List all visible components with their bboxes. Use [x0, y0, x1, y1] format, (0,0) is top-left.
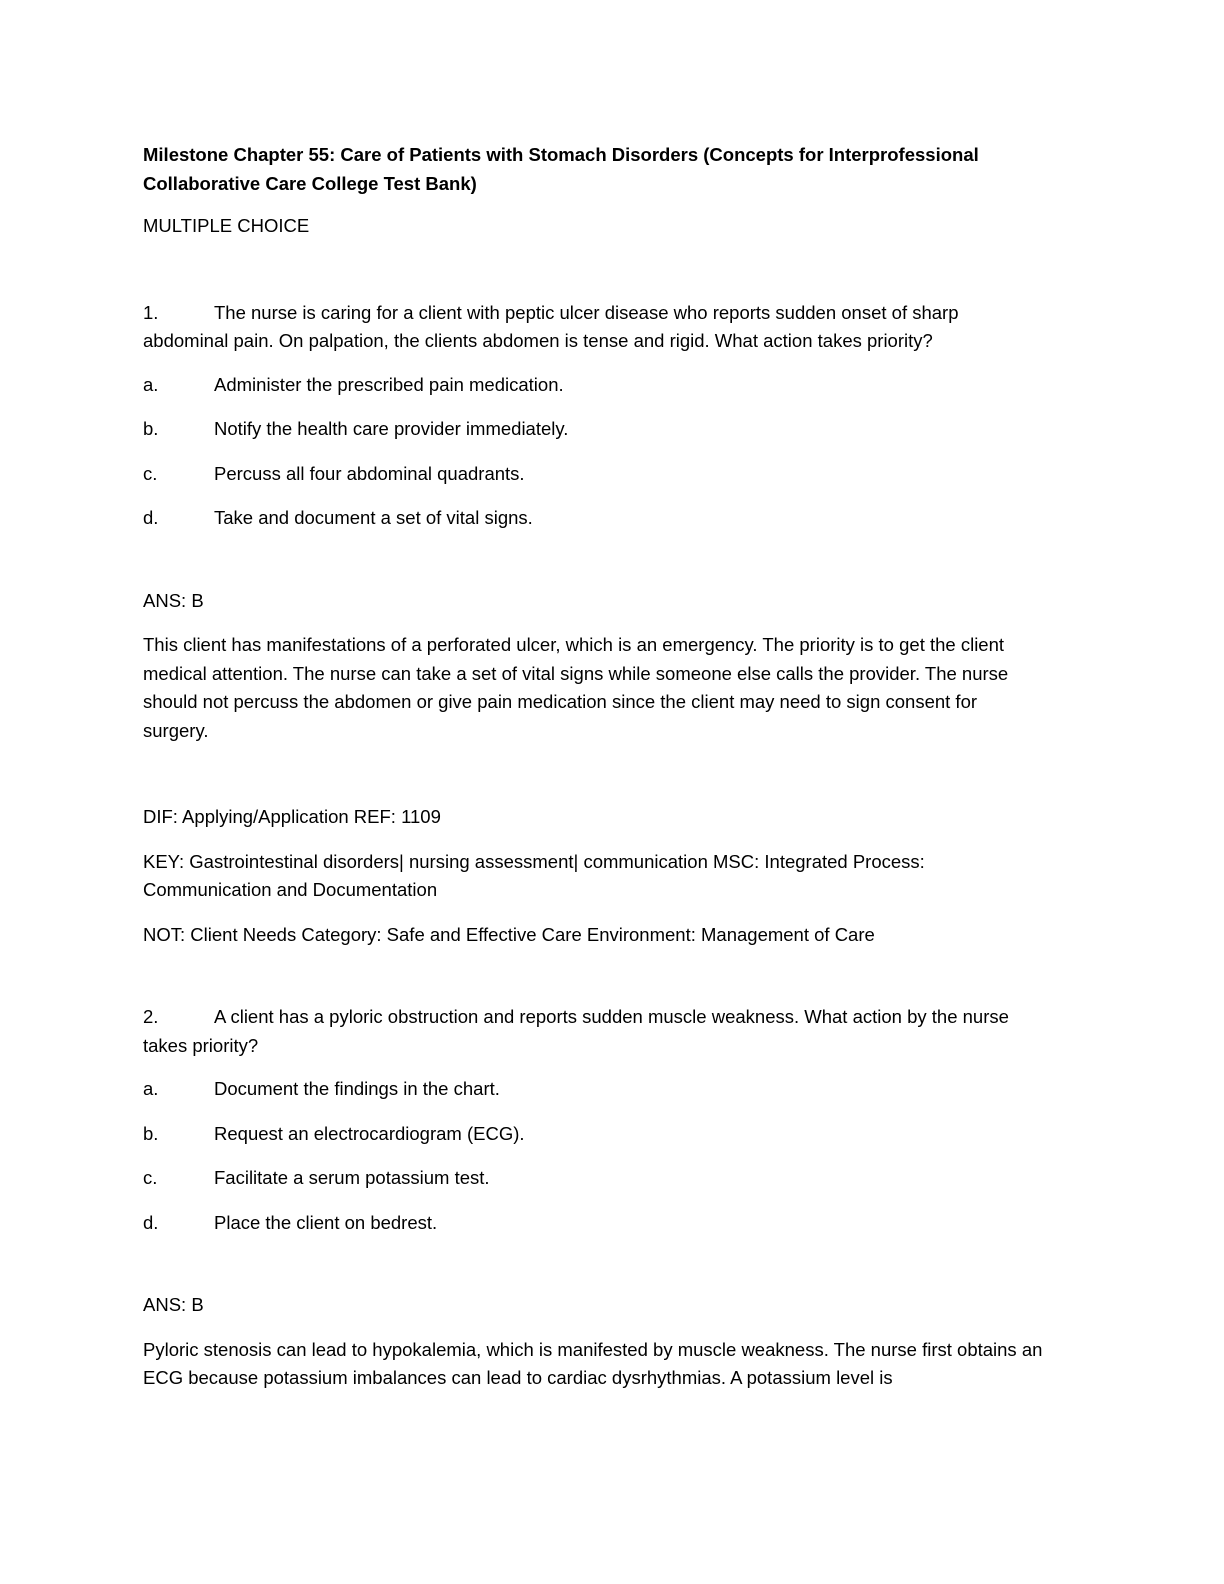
option-text: Percuss all four abdominal quadrants. [214, 462, 525, 484]
option-letter: a. [143, 1078, 159, 1099]
question-2 [143, 1003, 1043, 1060]
difficulty-reference: DIF: Applying/Application REF: 1109 [143, 806, 441, 827]
question-text: The nurse is caring for a client with peptic ulcer disease who reports sudden onset of sharp abdominal pain. On palpation, the clients abdomen is tense and rigid. What action takes priority? [143, 301, 959, 351]
option-b [143, 415, 1043, 444]
document-title: Milestone Chapter 55: Care of Patients with Stomach Disorders (Concepts for Interprofessional Collaborative Care College Test Bank) [143, 144, 979, 194]
question-number: 2. [143, 1006, 159, 1027]
document-page [143, 141, 1043, 1451]
option-letter: d. [143, 507, 159, 528]
keywords: KEY: Gastrointestinal disorders| nursing assessment| communication MSC: Integrated Process: Communication and Documentation [143, 850, 925, 900]
question-number: 1. [143, 301, 159, 323]
question-text: A client has a pyloric obstruction and reports sudden muscle weakness. What action by the nurse takes priority? [143, 1006, 1009, 1056]
option-d [143, 504, 1043, 533]
option-letter: a. [143, 373, 159, 395]
option-a [143, 371, 1043, 400]
option-text: Facilitate a serum potassium test. [214, 1167, 490, 1188]
option-text: Place the client on bedrest. [214, 1211, 438, 1233]
option-d [143, 1209, 1043, 1238]
option-letter: b. [143, 1122, 159, 1144]
section-heading: MULTIPLE CHOICE [143, 215, 310, 236]
question-1 [143, 299, 1043, 356]
option-text: Administer the prescribed pain medication. [214, 373, 564, 395]
answer: ANS: B [143, 1294, 204, 1315]
option-text: Document the findings in the chart. [214, 1078, 500, 1099]
option-a [143, 1075, 1043, 1104]
option-letter: d. [143, 1211, 159, 1233]
option-text: Notify the health care provider immediately. [214, 418, 569, 439]
option-c [143, 1164, 1043, 1193]
client-needs: NOT: Client Needs Category: Safe and Effective Care Environment: Management of Care [143, 923, 875, 945]
rationale: Pyloric stenosis can lead to hypokalemia, which is manifested by muscle weakness. The nurse first obtains an ECG because potassium imbalances can lead to cardiac dysrhythmias. A potassium level is [143, 1338, 1043, 1388]
option-letter: c. [143, 1167, 158, 1188]
option-text: Take and document a set of vital signs. [214, 507, 533, 528]
option-letter: b. [143, 418, 159, 439]
option-text: Request an electrocardiogram (ECG). [214, 1122, 525, 1144]
option-letter: c. [143, 462, 158, 484]
option-c [143, 460, 1043, 489]
rationale: This client has manifestations of a perforated ulcer, which is an emergency. The priority is to get the client medical attention. The nurse can take a set of vital signs while someone else calls the provider. The nurse should not percuss the abdomen or give pain medication since the client may need to sign consent for surgery. [143, 634, 1009, 741]
option-b [143, 1120, 1043, 1149]
answer: ANS: B [143, 589, 204, 611]
